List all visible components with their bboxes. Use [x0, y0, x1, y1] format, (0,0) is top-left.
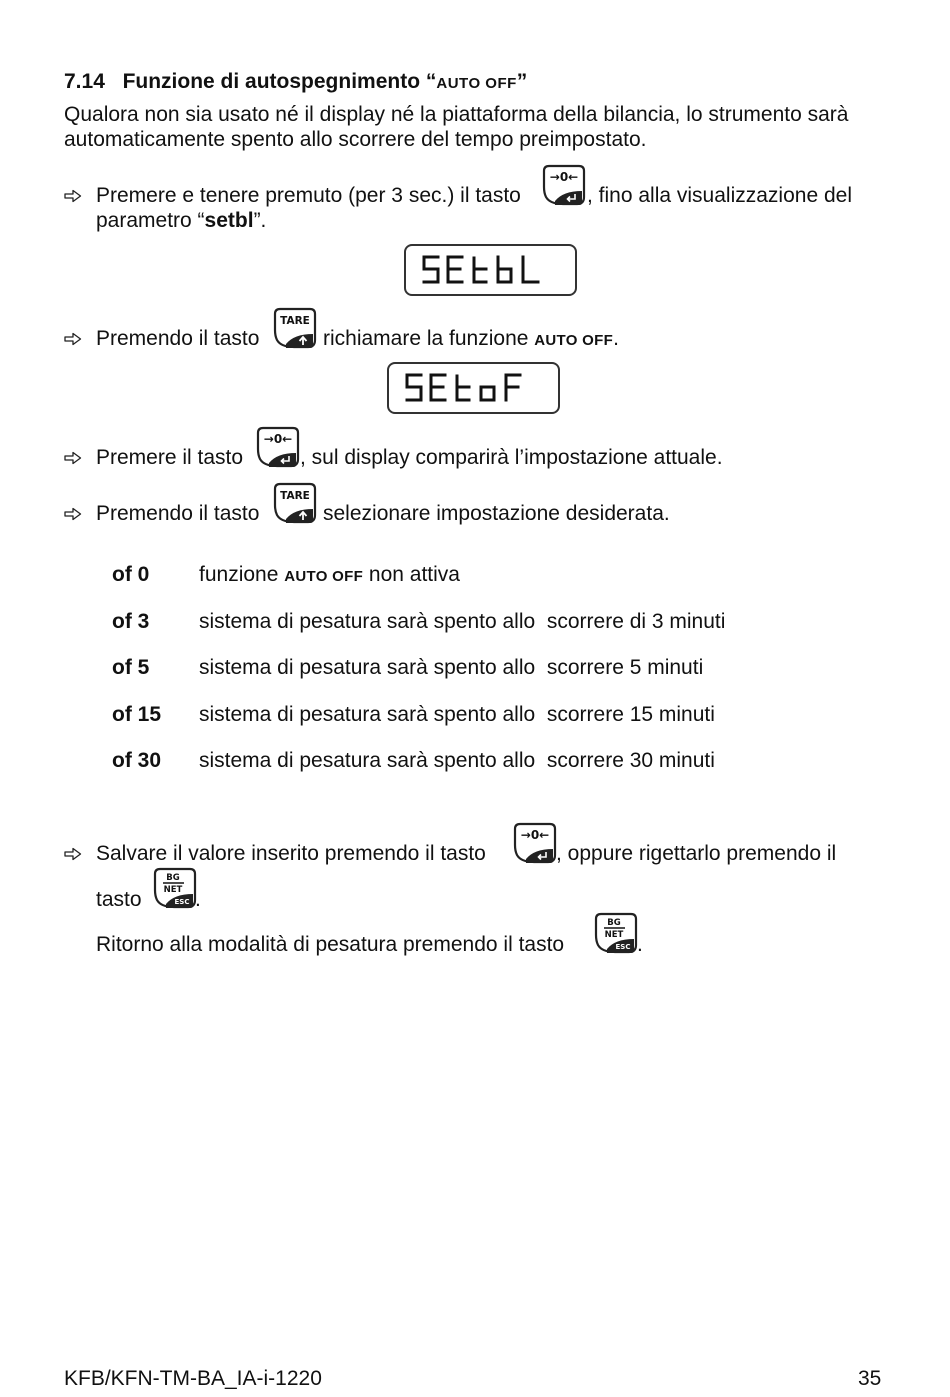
save-line-2-end: .	[195, 888, 201, 911]
bullet-arrow-icon	[64, 847, 82, 861]
step-4-text: Premendo il tasto	[96, 502, 260, 525]
param-setbl: setbl	[204, 209, 254, 232]
step-1-text: Premere e tenere premuto (per 3 sec.) il tasto	[96, 184, 521, 207]
zero-enter-key-icon	[541, 163, 587, 209]
section-heading	[64, 70, 527, 94]
step-2-text: Premendo il tasto	[96, 327, 260, 350]
lcd-setbl-digits	[406, 246, 575, 294]
auto-off-label: AUTO OFF	[534, 332, 614, 349]
option-code: of 0	[112, 563, 150, 586]
step-1-line-1	[96, 184, 521, 208]
option-description: sistema di pesatura sarà spento allo scorrere di 3 minuti	[199, 610, 726, 633]
option-0-pre: funzione	[199, 563, 279, 586]
step-1-continuation: , fino alla visualizzazione del	[587, 184, 852, 207]
lcd-setof-digits	[389, 364, 558, 412]
step-3-continuation: , sul display comparirà l’impostazione attuale.	[300, 446, 723, 469]
save-text: Salvare il valore inserito premendo il tasto	[96, 842, 486, 865]
step-1-line-2	[96, 209, 266, 233]
lcd-display-setbl	[404, 244, 577, 296]
bullet-arrow-icon	[64, 451, 82, 465]
lcd-display-setof	[387, 362, 560, 414]
section-title-end: ”	[516, 70, 528, 93]
step-2-mid: richiamare la funzione	[323, 327, 529, 350]
option-description	[199, 563, 460, 587]
option-code: of 30	[112, 749, 162, 772]
section-title-smallcaps: AUTO OFF	[436, 75, 517, 92]
return-text: Ritorno alla modalità di pesatura premendo il tasto	[96, 933, 565, 956]
tare-key-icon	[272, 306, 318, 352]
bullet-arrow-icon	[64, 507, 82, 521]
page-number: 35	[858, 1367, 882, 1390]
save-line-2: tasto	[96, 888, 142, 911]
bullet-arrow-icon	[64, 189, 82, 203]
footer-doc-code: KFB/KFN-TM-BA_IA-i-1220	[64, 1367, 322, 1390]
option-code: of 15	[112, 703, 162, 726]
step-1-param-pre: parametro “	[96, 209, 205, 232]
zero-enter-key-icon	[512, 821, 558, 867]
option-0-post: non attiva	[368, 563, 460, 586]
return-end: .	[637, 933, 643, 956]
zero-enter-key-icon	[255, 425, 301, 471]
tare-key-icon	[272, 481, 318, 527]
bg-net-esc-key-icon	[593, 911, 639, 957]
option-description: sistema di pesatura sarà spento allo scorrere 30 minuti	[199, 749, 715, 772]
auto-off-label: AUTO OFF	[284, 568, 364, 585]
save-continuation: , oppure rigettarlo premendo il	[556, 842, 837, 865]
bullet-arrow-icon	[64, 332, 82, 346]
step-3-text: Premere il tasto	[96, 446, 244, 469]
intro-paragraph: Qualora non sia usato né il display né la piattaforma della bilancia, lo strumento sarà automaticamente spento allo scorrere del tempo preimpostato.	[64, 103, 849, 151]
section-title: Funzione di autospegnimento “	[122, 70, 437, 93]
option-code: of 5	[112, 656, 150, 679]
option-description: sistema di pesatura sarà spento allo scorrere 15 minuti	[199, 703, 715, 726]
option-code: of 3	[112, 610, 150, 633]
option-description: sistema di pesatura sarà spento allo scorrere 5 minuti	[199, 656, 704, 679]
step-4-continuation: selezionare impostazione desiderata.	[323, 502, 670, 525]
step-1-param-post: ”.	[253, 209, 267, 232]
step-2-end: .	[613, 327, 619, 350]
bg-net-esc-key-icon	[152, 866, 198, 912]
section-number: 7.14	[64, 70, 105, 93]
step-2-continuation	[323, 327, 619, 351]
